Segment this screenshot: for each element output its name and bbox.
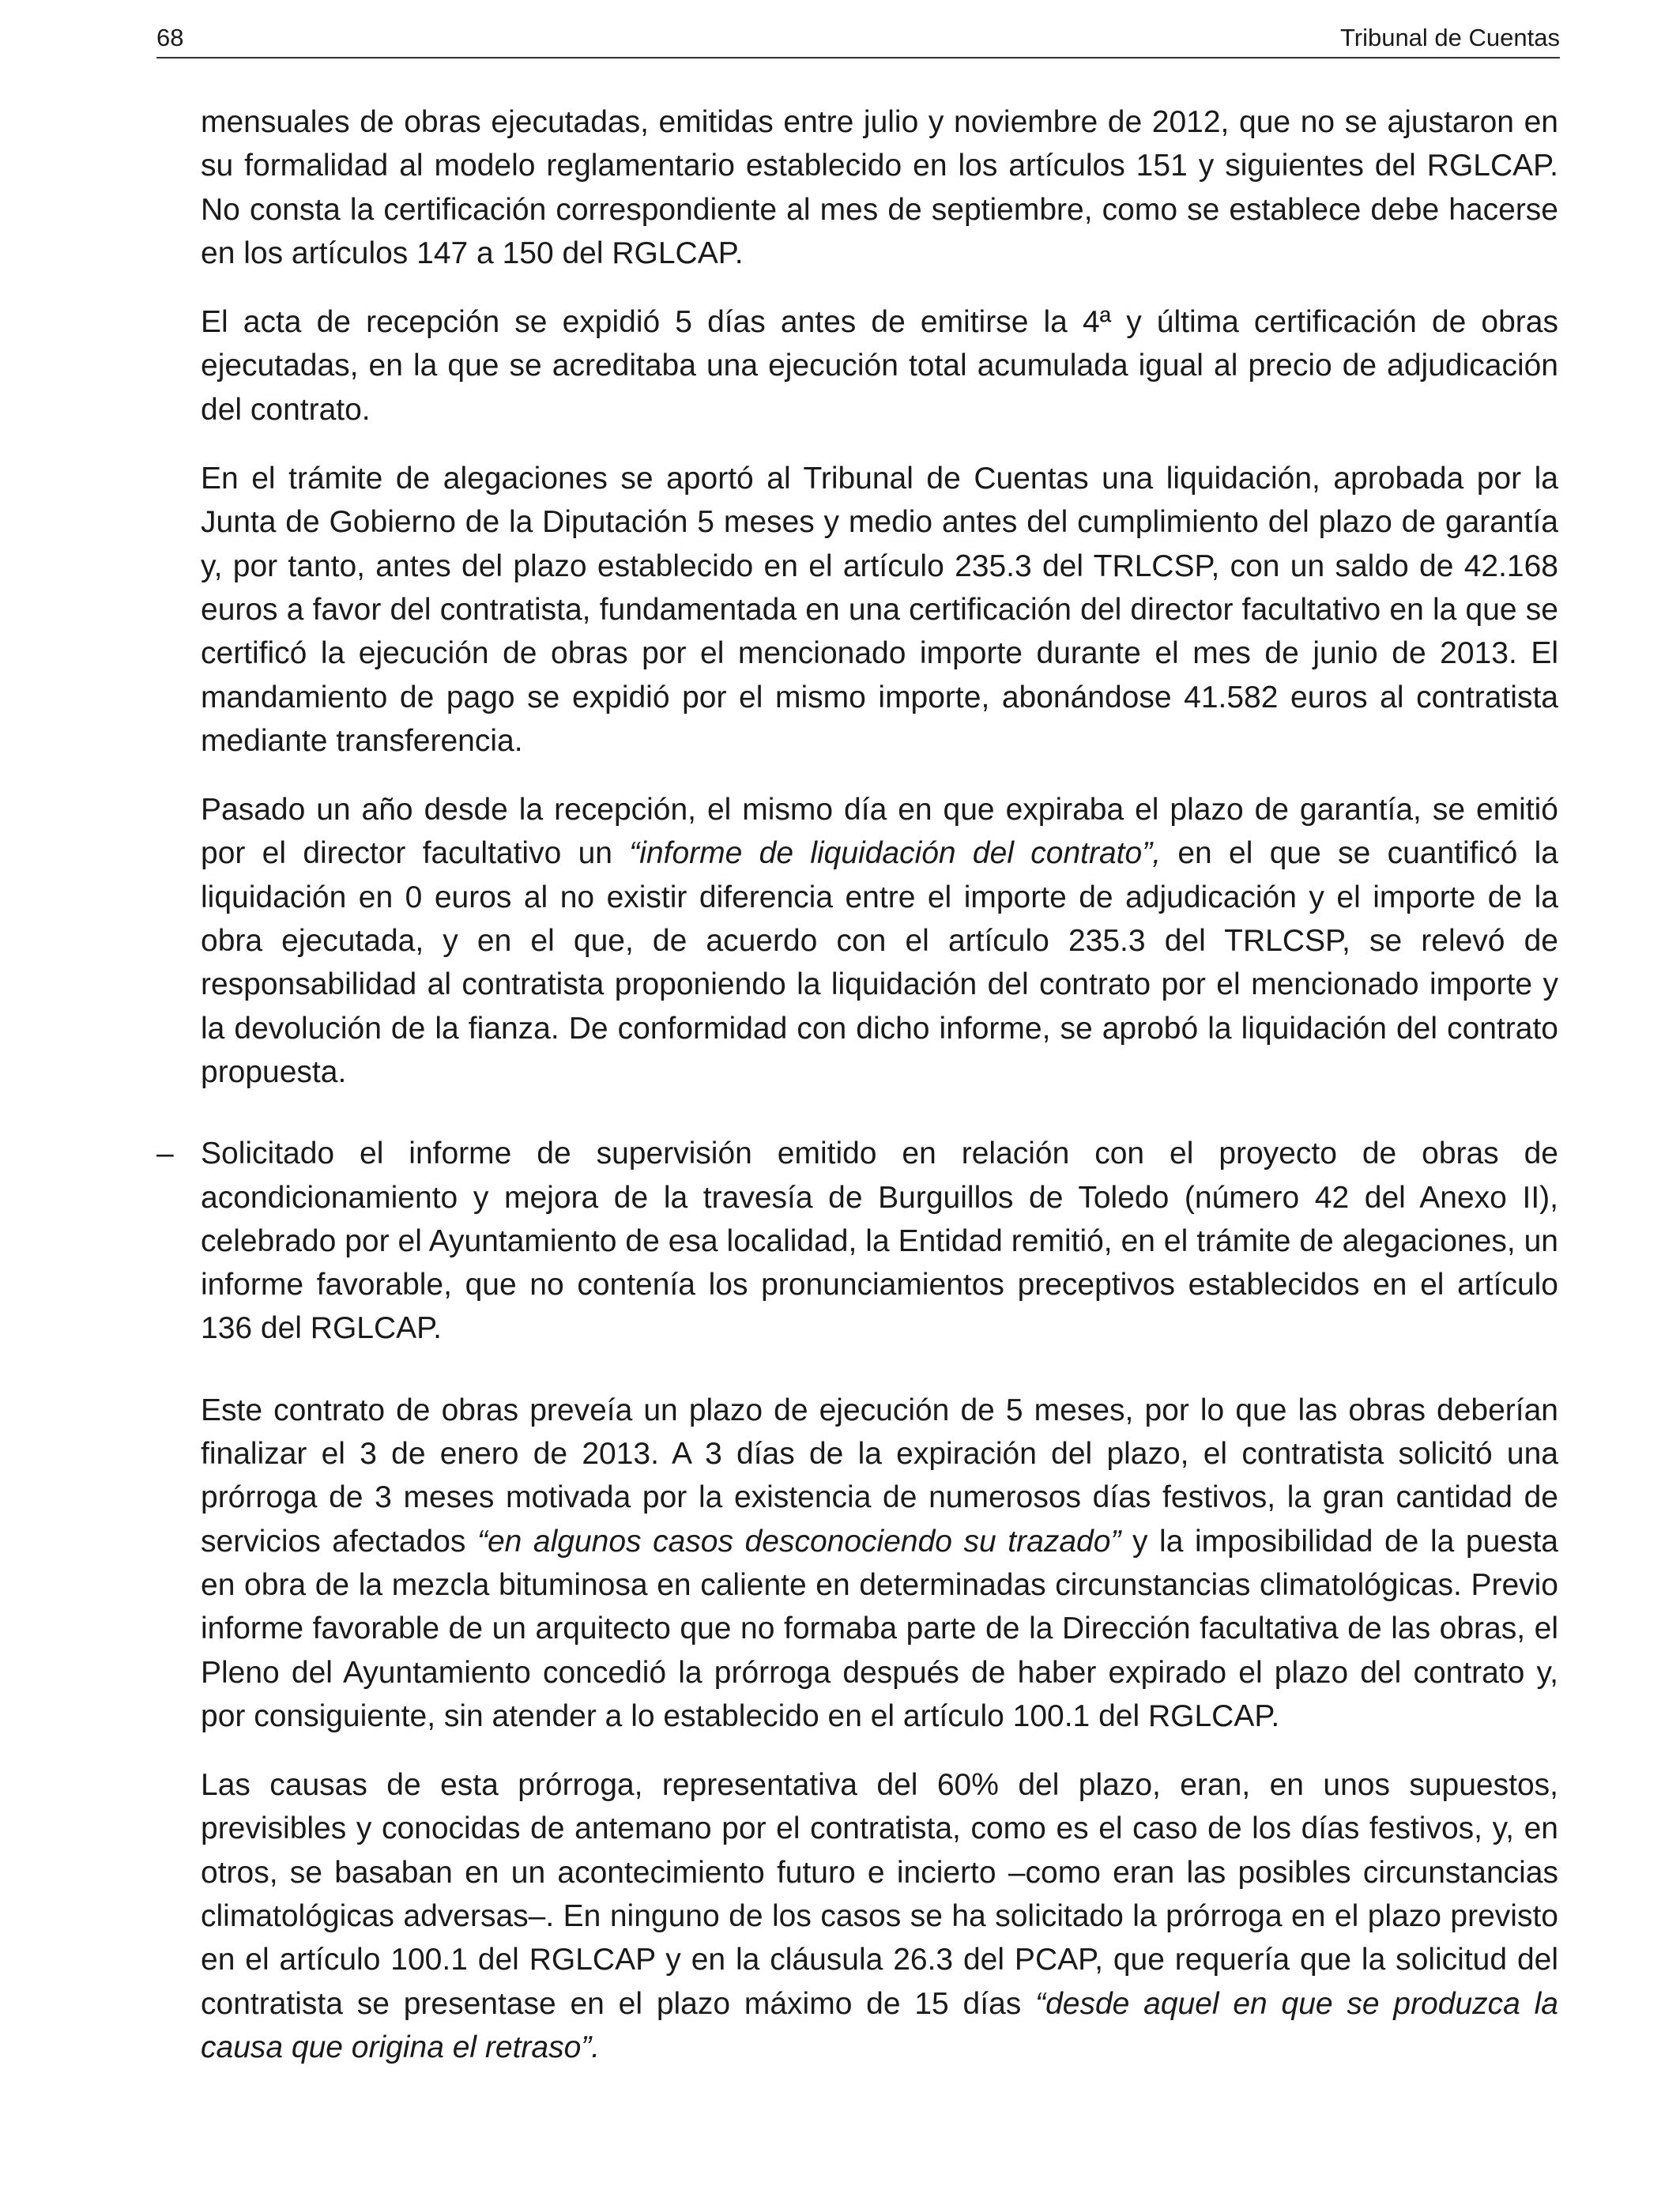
paragraph-7	[201, 1763, 1558, 2069]
bullet-item-text: Solicitado el informe de supervisión emitido en relación con el proyecto de obras de acondicionamiento y mejora de la travesía de Burguillos de Toledo (número 42 del Anexo II), celebrado por el Ayuntamiento de esa localidad, la Entidad remitió, en el trámite de alegaciones, un informe favorable, que no contenía los pronunciamientos preceptivos establecidos en el artículo 136 del RGLCAP.	[201, 1137, 1558, 1346]
document-body	[156, 100, 1558, 2094]
paragraph-4	[201, 788, 1558, 1094]
paragraph-4-quote: “informe de liquidación del contrato”,	[629, 836, 1162, 871]
page-header	[156, 22, 1560, 58]
paragraph-4-text-a: Pasado un año desde la recepción, el mismo día en que expiraba el plazo de garantía, se emitió por el director facultativo un	[201, 793, 1558, 871]
paragraph-7-text-a: Las causas de esta prórroga, representativa del 60% del plazo, eran, en unos supuestos, previsibles y conocidas de antemano por el contratista, como es el caso de los días festivos, y, en otros, se basaban en un acontecimiento futuro e incierto –como eran las posibles circunstancias climatológicas adversas–. En ninguno de los casos se ha solicitado la prórroga en el plazo previsto en el artículo 100.1 del RGLCAP y en la cláusula 26.3 del PCAP, que requería que la solicitud del contratista se presentase en el plazo máximo de 15 días	[201, 1768, 1558, 2021]
paragraph-4-text-b: en el que se cuantificó la liquidación en 0 euros al no existir diferencia entre el importe de adjudicación y el importe de la obra ejecutada, y en el que, de acuerdo con el artículo 235.3 del TRLCSP, se relevó de responsabilidad al contratista proponiendo la liquidación del contrato por el mencionado importe y la devolución de la fianza. De conformidad con dicho informe, se aprobó la liquidación del contrato propuesta.	[201, 836, 1558, 1089]
paragraph-2: El acta de recepción se expidió 5 días antes de emitirse la 4ª y última certificación de obras ejecutadas, en la que se acreditaba una ejecución total acumulada igual al precio de adjudicación del contrato.	[201, 305, 1558, 427]
paragraph-3: En el trámite de alegaciones se aportó al Tribunal de Cuentas una liquidación, aprobada por la Junta de Gobierno de la Diputación 5 meses y medio antes del cumplimiento del plazo de garantía y, por tanto, antes del plazo establecido en el artículo 235.3 del TRLCSP, con un saldo de 42.168 euros a favor del contratista, fundamentada en una certificación del director facultativo en la que se certificó la ejecución de obras por el mencionado importe durante el mes de junio de 2013. El mandamiento de pago se expidió por el mismo importe, abonándose 41.582 euros al contratista mediante transferencia.	[201, 462, 1558, 758]
paragraph-6	[201, 1389, 1558, 1738]
bullet-item-supervision-report	[156, 1132, 1558, 1350]
paragraph-6-quote: “en algunos casos desconociendo su trazado”	[477, 1524, 1121, 1559]
paragraph-1: mensuales de obras ejecutadas, emitidas entre julio y noviembre de 2012, que no se ajustaron en su formalidad al modelo reglamentario establecido en los artículos 151 y siguientes del RGLCAP. No consta la certificación correspondiente al mes de septiembre, como se establece debe hacerse en los artículos 147 a 150 del RGLCAP.	[201, 105, 1558, 270]
page-number: 68	[156, 24, 184, 51]
bullet-dash: –	[156, 1137, 174, 1171]
paragraph-7-quote: “desde aquel en que se produzca la causa que origina el retraso”.	[201, 1986, 1558, 2064]
running-title: Tribunal de Cuentas	[1339, 24, 1560, 51]
paragraph-6-text-a: Este contrato de obras preveía un plazo de ejecución de 5 meses, por lo que las obras deberían finalizar el 3 de enero de 2013. A 3 días de la expiración del plazo, el contratista solicitó una prórroga de 3 meses motivada por la existencia de numerosos días festivos, la gran cantidad de servicios afectados	[201, 1393, 1558, 1559]
paragraph-6-text-b: y la imposibilidad de la puesta en obra de la mezcla bituminosa en caliente en determinadas circunstancias climatológicas. Previo informe favorable de un arquitecto que no formaba parte de la Dirección facultativa de las obras, el Pleno del Ayuntamiento concedió la prórroga después de haber expirado el plazo del contrato y, por consiguiente, sin atender a lo establecido en el artículo 100.1 del RGLCAP.	[201, 1524, 1558, 1733]
